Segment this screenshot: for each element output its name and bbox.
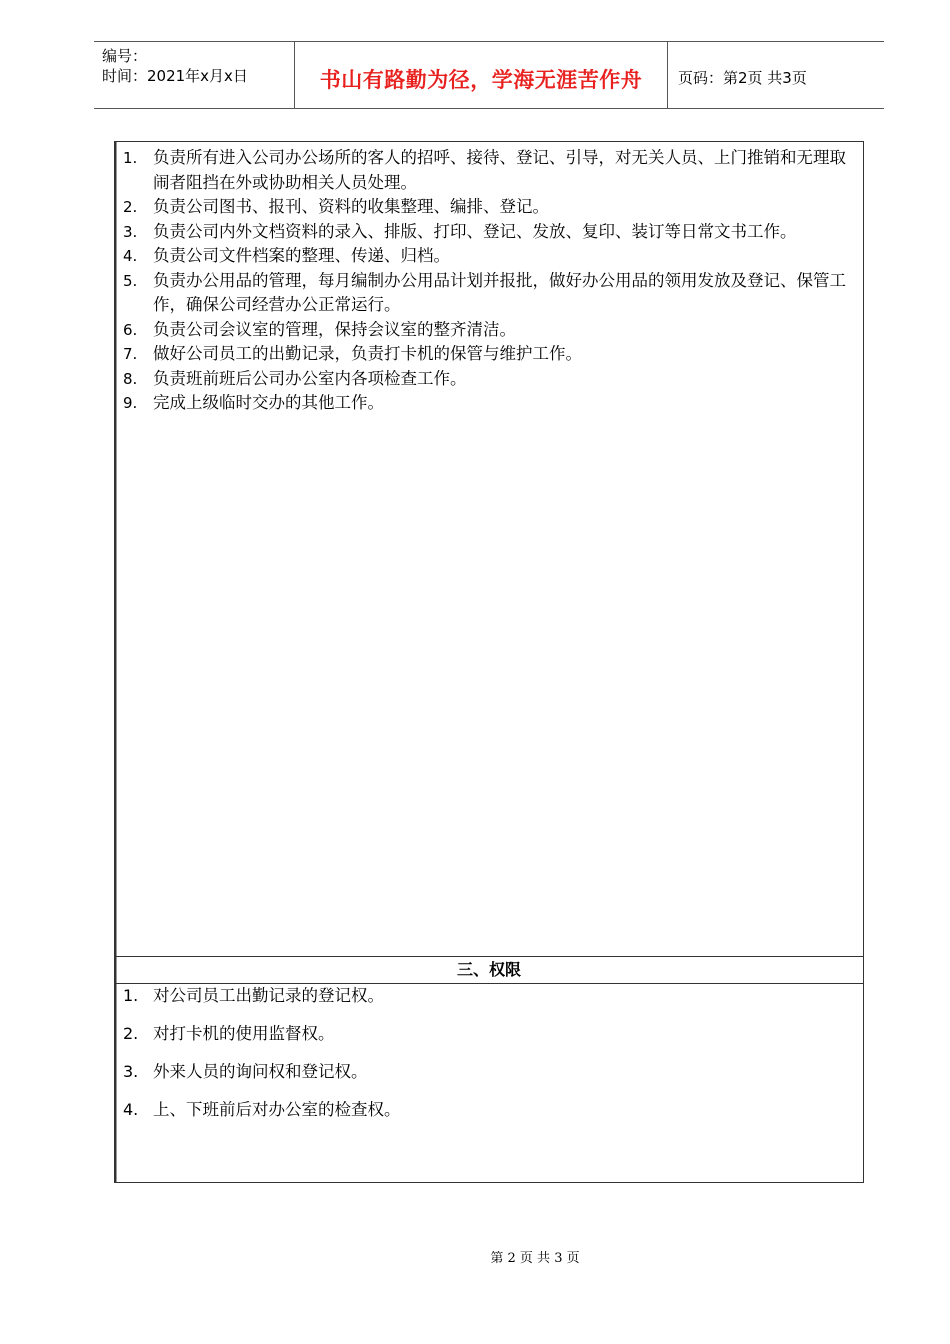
list-item-number: 9. xyxy=(123,394,138,412)
list-item-text: 负责公司图书、报刊、资料的收集整理、编排、登记。 xyxy=(153,197,549,216)
list-item-number: 3. xyxy=(123,222,138,241)
header-motto-cell xyxy=(295,42,668,108)
list-item-text: 负责公司文件档案的整理、传递、归档。 xyxy=(153,246,450,265)
page-header xyxy=(94,41,884,109)
header-motto: 书山有路勤为径，学海无涯苦作舟 xyxy=(319,68,643,92)
list-item-text: 负责公司会议室的管理，保持会议室的整齐清洁。 xyxy=(153,319,516,339)
page-footer-number: 第 2 页 共 3 页 xyxy=(490,1251,580,1266)
list-item xyxy=(123,146,857,195)
list-item-text: 负责所有进入公司办公场所的客人的招呼、接待、登记、引导，对无关人员、上门推销和无理取闹者阻挡在外或协助相关人员处理。 xyxy=(153,148,846,192)
list-item xyxy=(123,1022,857,1060)
list-item-number: 5. xyxy=(123,271,138,290)
list-item xyxy=(123,391,857,416)
content-table xyxy=(114,141,864,1183)
list-item-number: 4. xyxy=(123,247,138,265)
list-item-text: 负责办公用品的管理，每月编制办公用品计划并报批，做好办公用品的领用发放及登记、保管工作，确保公司经营办公正常运行。 xyxy=(153,270,846,314)
list-item-number: 1. xyxy=(123,149,138,167)
list-item-number: 8. xyxy=(123,369,138,388)
list-item-text: 外来人员的询问权和登记权。 xyxy=(153,1062,368,1081)
list-item-text: 负责班前班后公司办公室内各项检查工作。 xyxy=(153,368,467,388)
list-item xyxy=(123,220,857,245)
list-item xyxy=(123,1060,857,1098)
list-item-text: 对公司员工出勤记录的登记权。 xyxy=(153,986,384,1005)
document-number-label: 编号： xyxy=(102,47,148,65)
header-meta-cell xyxy=(94,42,295,108)
permissions-section-title: 三、权限 xyxy=(115,956,863,984)
list-item-number: 3. xyxy=(123,1062,139,1081)
list-item xyxy=(123,318,857,343)
document-time-label: 时间：2021年x月x日 xyxy=(102,67,248,85)
list-item-number: 2. xyxy=(123,1024,139,1043)
header-page-cell xyxy=(668,42,884,108)
list-item-number: 7. xyxy=(123,345,138,363)
list-item-text: 对打卡机的使用监督权。 xyxy=(153,1024,335,1043)
list-item-number: 6. xyxy=(123,320,138,339)
list-item xyxy=(123,367,857,392)
list-item-text: 负责公司内外文档资料的录入、排版、打印、登记、发放、复印、装订等日常文书工作。 xyxy=(153,221,797,241)
list-item xyxy=(123,1098,857,1136)
list-item xyxy=(123,195,857,220)
list-item-text: 上、下班前后对办公室的检查权。 xyxy=(153,1100,401,1119)
header-page-info: 页码：第2页 共3页 xyxy=(678,69,807,87)
list-item-number: 4. xyxy=(123,1100,139,1119)
list-item xyxy=(123,244,857,269)
list-item-text: 完成上级临时交办的其他工作。 xyxy=(153,393,384,412)
duties-list xyxy=(123,146,857,416)
list-item xyxy=(123,269,857,318)
permissions-list xyxy=(123,984,857,1136)
list-item-text: 做好公司员工的出勤记录，负责打卡机的保管与维护工作。 xyxy=(153,344,582,363)
list-item xyxy=(123,984,857,1022)
list-item-number: 1. xyxy=(123,986,139,1005)
list-item-number: 2. xyxy=(123,198,138,216)
list-item xyxy=(123,342,857,367)
